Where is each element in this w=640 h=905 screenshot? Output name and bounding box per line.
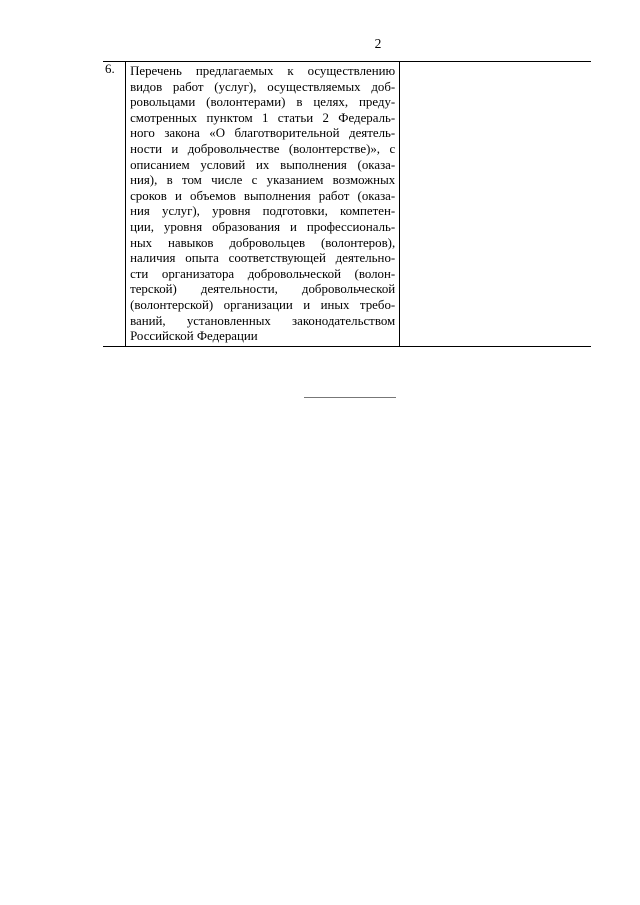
description-line: ного закона «О благотворительной деятель- <box>130 126 396 141</box>
description-line: (волонтерской) организации и иных требо- <box>130 297 396 312</box>
page-number: 2 <box>374 36 382 51</box>
description-text <box>126 62 399 346</box>
description-line: видов работ (услуг), осуществляемых доб- <box>130 79 396 94</box>
description-line: ции, уровня образования и профессиональ- <box>130 219 396 234</box>
description-line: ваний, установленных законодательством <box>130 313 396 328</box>
description-line: ровольцами (волонтерами) в целях, преду- <box>130 95 396 110</box>
description-line: Российской Федерации <box>130 329 258 344</box>
form-table <box>103 61 591 347</box>
row-number-cell <box>103 62 126 347</box>
table-row <box>103 62 591 347</box>
description-line: наличия опыта соответствующей деятельно- <box>130 251 396 266</box>
row-number: 6. <box>105 62 115 76</box>
description-line: описанием условий их выполнения (оказа- <box>130 157 396 172</box>
description-line: Перечень предлагаемых к осуществлению <box>130 64 396 78</box>
description-line: ния), в том числе с указанием возможных <box>130 173 396 188</box>
value-cell <box>400 62 591 347</box>
description-cell <box>126 62 400 347</box>
description-line: ных навыков добровольцев (волонтеров), <box>130 235 396 250</box>
description-line: сроков и объемов выполнения работ (оказа- <box>130 188 396 203</box>
description-line: терской) деятельности, добровольческой <box>130 282 396 297</box>
description-line: ния услуг), уровня подготовки, компетен- <box>130 204 396 219</box>
description-line: ности и добровольчестве (волонтерстве)», с <box>130 141 396 156</box>
description-line: сти организатора добровольческой (волон- <box>130 266 396 281</box>
description-line: смотренных пунктом 1 статьи 2 Федераль- <box>130 110 396 125</box>
end-of-document-rule <box>304 397 396 398</box>
